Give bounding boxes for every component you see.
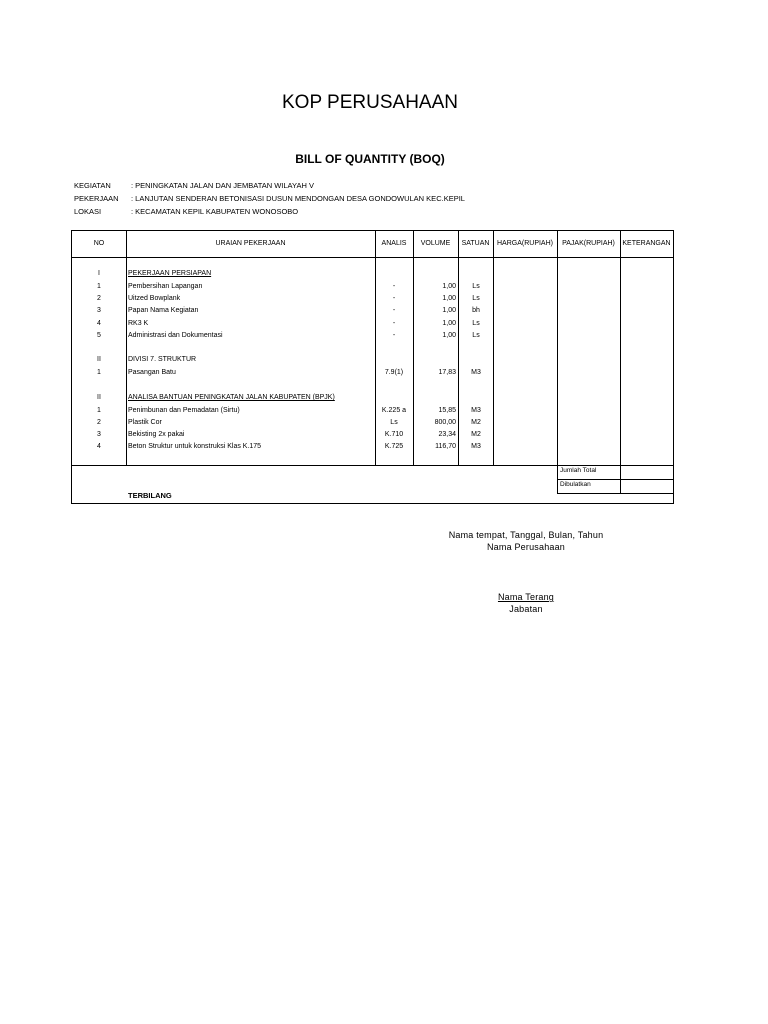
- info-value: : LANJUTAN SENDERAN BETONISASI DUSUN MENDONGAN DESA GONDOWULAN KEC.KEPIL: [131, 194, 465, 203]
- row-desc: Penimbunan dan Pemadatan (Sirtu): [128, 407, 240, 414]
- signature-position: Jabatan: [509, 604, 543, 614]
- row-no: II: [97, 394, 101, 401]
- info-label: KEGIATAN: [74, 181, 111, 190]
- row-no: 5: [97, 332, 101, 339]
- row-satuan: M3: [471, 443, 481, 450]
- row-desc: Pembersihan Lapangan: [128, 283, 203, 290]
- row-analis: -: [392, 307, 396, 314]
- row-analis: K.710: [384, 431, 404, 438]
- row-desc: PEKERJAAN PERSIAPAN: [128, 270, 212, 277]
- rounded-rule: [557, 493, 673, 494]
- row-satuan: M2: [471, 419, 481, 426]
- body-bottom-rule: [72, 465, 673, 466]
- header-uraian: URAIAN PEKERJAAN: [215, 240, 286, 247]
- row-no: 4: [97, 443, 101, 450]
- row-volume: 15,85: [438, 407, 456, 414]
- header-rule: [72, 257, 673, 258]
- row-volume: 1,00: [442, 332, 456, 339]
- terbilang-label: TERBILANG: [128, 491, 172, 500]
- col-divider: [557, 231, 558, 494]
- row-satuan: Ls: [472, 320, 480, 327]
- total-rule: [557, 479, 673, 480]
- row-no: 1: [97, 369, 101, 376]
- jumlah-total-label: Jumlah Total: [560, 467, 597, 474]
- row-desc: Plastik Cor: [128, 419, 162, 426]
- row-satuan: Ls: [472, 283, 480, 290]
- dibulatkan-label: Dibulatkan: [560, 481, 591, 488]
- header-pajak: PAJAK(RUPIAH): [562, 240, 615, 247]
- row-satuan: M3: [471, 407, 481, 414]
- row-satuan: M2: [471, 431, 481, 438]
- row-analis: K.725: [384, 443, 404, 450]
- row-volume: 17,83: [438, 369, 456, 376]
- row-no: I: [98, 270, 100, 277]
- row-desc: DIVISI 7. STRUKTUR: [128, 356, 197, 363]
- row-satuan: bh: [472, 307, 480, 314]
- row-analis: K.225 a: [381, 407, 407, 414]
- col-divider: [493, 231, 494, 465]
- info-kegiatan: [74, 181, 314, 190]
- row-no: 3: [97, 431, 101, 438]
- header-satuan: SATUAN: [461, 240, 490, 247]
- col-divider: [620, 231, 621, 494]
- row-no: 1: [97, 283, 101, 290]
- info-pekerjaan: [74, 194, 465, 203]
- row-desc: Administrasi dan Dokumentasi: [128, 332, 223, 339]
- row-desc: Bekisting 2x pakai: [128, 431, 185, 438]
- row-desc: Pasangan Batu: [128, 369, 176, 376]
- header-analis: ANALIS: [381, 240, 407, 247]
- row-satuan: Ls: [472, 332, 480, 339]
- row-desc: RK3 K: [128, 320, 149, 327]
- header-keterangan: KETERANGAN: [622, 240, 671, 247]
- row-volume: 800,00: [434, 419, 456, 426]
- row-analis: -: [392, 320, 396, 327]
- row-volume: 1,00: [442, 307, 456, 314]
- signature-company: Nama Perusahaan: [486, 542, 566, 552]
- row-volume: 1,00: [442, 283, 456, 290]
- row-analis: 7.9(1): [384, 369, 404, 376]
- row-analis: -: [392, 332, 396, 339]
- info-value: : PENINGKATAN JALAN DAN JEMBATAN WILAYAH V: [131, 181, 314, 190]
- header-harga: HARGA(RUPIAH): [496, 240, 553, 247]
- row-volume: 23,34: [438, 431, 456, 438]
- row-desc: Papan Nama Kegiatan: [128, 307, 199, 314]
- row-volume: 1,00: [442, 295, 456, 302]
- row-no: 2: [97, 295, 101, 302]
- header-volume: VOLUME: [420, 240, 451, 247]
- row-no: 3: [97, 307, 101, 314]
- signature-name: Nama Terang: [497, 592, 555, 602]
- boq-table: [71, 230, 674, 504]
- row-desc: ANALISA BANTUAN PENINGKATAN JALAN KABUPATEN (BPJK): [128, 394, 335, 401]
- row-analis: -: [392, 283, 396, 290]
- info-label: PEKERJAAN: [74, 194, 119, 203]
- header-no: NO: [93, 240, 105, 247]
- info-lokasi: [74, 207, 298, 216]
- row-no: 2: [97, 419, 101, 426]
- signature-place-date: Nama tempat, Tanggal, Bulan, Tahun: [448, 530, 604, 540]
- row-no: 4: [97, 320, 101, 327]
- row-volume: 116,70: [435, 443, 456, 450]
- row-satuan: M3: [471, 369, 481, 376]
- document-title: BILL OF QUANTITY (BOQ): [295, 152, 445, 166]
- row-volume: 1,00: [442, 320, 456, 327]
- row-no: 1: [97, 407, 101, 414]
- row-desc: Uitzed Bowplank: [128, 295, 181, 302]
- row-no: II: [97, 356, 101, 363]
- row-analis: -: [392, 295, 396, 302]
- row-analis: Ls: [390, 419, 398, 426]
- row-desc: Beton Struktur untuk konstruksi Klas K.175: [128, 443, 262, 450]
- row-satuan: Ls: [472, 295, 480, 302]
- info-label: LOKASI: [74, 207, 102, 216]
- info-value: : KECAMATAN KEPIL KABUPATEN WONOSOBO: [131, 207, 299, 216]
- col-divider: [126, 231, 127, 465]
- kop-perusahaan: KOP PERUSAHAAN: [282, 92, 458, 113]
